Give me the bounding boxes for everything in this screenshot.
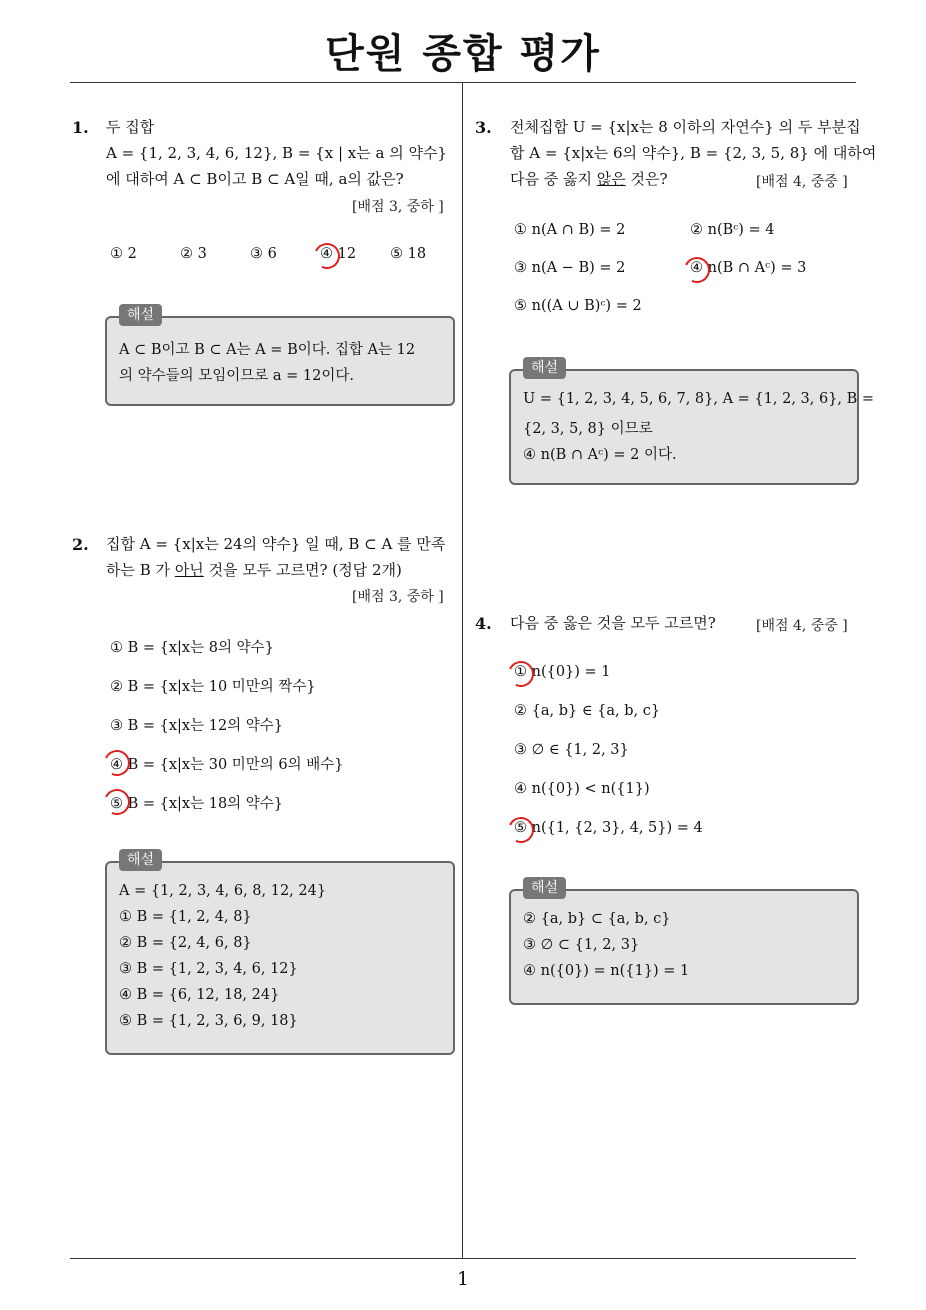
score-label: [배점 3, 중하 ] — [352, 199, 444, 215]
explanation-box — [105, 861, 455, 1055]
answer-circle-icon — [100, 746, 133, 779]
question-line — [106, 559, 402, 580]
explanation-line: A = {1, 2, 3, 4, 6, 8, 12, 24} — [119, 883, 327, 899]
choice-3[interactable]: ③ B = {x|x는 12의 약수} — [110, 718, 284, 734]
underlined-text: 아닌 — [174, 561, 204, 579]
choice-5[interactable]: ⑤ B = {x|x는 18의 약수} — [110, 796, 284, 812]
question-number: 2. — [72, 535, 89, 554]
explanation-line: ③ B = {1, 2, 3, 4, 6, 12} — [119, 961, 298, 977]
explanation-tag: 해설 — [119, 849, 162, 871]
question-text: 것은? — [625, 170, 668, 188]
question-line: 에 대하여 A ⊂ B이고 B ⊂ A일 때, a의 값은? — [106, 170, 404, 188]
page-number: 1 — [456, 1268, 470, 1290]
question-line: 두 집합 — [106, 118, 155, 136]
question-line: 집합 A = {x|x는 24의 약수} 일 때, B ⊂ A 를 만족 — [106, 535, 446, 553]
answer-circle-icon — [504, 813, 537, 846]
choice-4[interactable]: ④ B = {x|x는 30 미만의 6의 배수} — [110, 757, 344, 773]
question-number: 1. — [72, 118, 89, 137]
explanation-tag: 해설 — [523, 877, 566, 899]
choice-1[interactable]: ① n({0}) = 1 — [514, 664, 611, 680]
choice-5[interactable]: ⑤ n({1, {2, 3}, 4, 5}) = 4 — [514, 820, 703, 836]
question-number: 3. — [475, 118, 492, 137]
explanation-line: ④ n(B ∩ Aᶜ) = 2 이다. — [523, 447, 677, 463]
choice-3[interactable]: ③ n(A − B) = 2 — [514, 260, 626, 276]
explanation-line: A ⊂ B이고 B ⊂ A는 A = B이다. 집합 A는 12 — [119, 342, 416, 358]
choice-5[interactable]: ⑤ n((A ∪ B)ᶜ) = 2 — [514, 298, 642, 314]
choice-3[interactable]: ③ ∅ ∈ {1, 2, 3} — [514, 742, 629, 758]
underlined-text: 않은 — [596, 170, 626, 188]
question-line: 전체집합 U = {x|x는 8 이하의 자연수} 의 두 부분집 — [510, 118, 861, 136]
choice-1[interactable]: ① 2 — [110, 246, 137, 262]
score-label: [배점 4, 중중 ] — [756, 174, 848, 190]
choice-1[interactable]: ① n(A ∩ B) = 2 — [514, 222, 626, 238]
answer-circle-icon — [310, 239, 343, 272]
question-text: 하는 B 가 — [106, 561, 175, 579]
choice-2[interactable]: ② 3 — [180, 246, 207, 262]
explanation-line: ② B = {2, 4, 6, 8} — [119, 935, 252, 951]
answer-circle-icon — [100, 785, 133, 818]
explanation-box — [105, 316, 455, 406]
page-title: 단원 종합 평가 — [325, 31, 601, 77]
question-line: A = {1, 2, 3, 4, 6, 12}, B = {x | x는 a 의 약수} — [106, 144, 447, 162]
question-line: 합 A = {x|x는 6의 약수}, B = {2, 3, 5, 8} 에 대하여 — [510, 144, 877, 162]
explanation-line: ① B = {1, 2, 4, 8} — [119, 909, 252, 925]
explanation-box — [509, 369, 875, 485]
explanation-line: ③ ∅ ⊂ {1, 2, 3} — [523, 937, 640, 953]
score-label: [배점 3, 중하 ] — [352, 589, 444, 605]
question-line: 다음 중 옳은 것을 모두 고르면? — [510, 614, 716, 632]
explanation-line: ④ n({0}) = n({1}) = 1 — [523, 963, 690, 979]
question-line — [510, 168, 668, 189]
bottom-rule — [70, 1258, 856, 1259]
choice-5[interactable]: ⑤ 18 — [390, 246, 427, 262]
explanation-line: U = {1, 2, 3, 4, 5, 6, 7, 8}, A = {1, 2, 3, 6}, B = — [523, 391, 875, 407]
choice-2[interactable]: ② {a, b} ∈ {a, b, c} — [514, 703, 661, 719]
choice-4[interactable]: ④ n({0}) < n({1}) — [514, 781, 650, 797]
score-label: [배점 4, 중중 ] — [756, 618, 848, 634]
choice-2[interactable]: ② B = {x|x는 10 미만의 짝수} — [110, 679, 316, 695]
explanation-line: ⑤ B = {1, 2, 3, 6, 9, 18} — [119, 1013, 298, 1029]
question-number: 4. — [475, 614, 492, 633]
explanation-line: {2, 3, 5, 8} 이므로 — [523, 421, 653, 437]
top-rule — [70, 82, 856, 83]
explanation-box — [509, 889, 859, 1005]
explanation-line: ② {a, b} ⊂ {a, b, c} — [523, 911, 671, 927]
explanation-tag: 해설 — [119, 304, 162, 326]
choice-4[interactable]: ④ n(B ∩ Aᶜ) = 3 — [690, 260, 807, 276]
choice-1[interactable]: ① B = {x|x는 8의 약수} — [110, 640, 274, 656]
column-divider — [462, 83, 463, 1259]
answer-circle-icon — [680, 253, 713, 286]
explanation-line: ④ B = {6, 12, 18, 24} — [119, 987, 280, 1003]
choice-2[interactable]: ② n(Bᶜ) = 4 — [690, 222, 775, 238]
question-text: 것을 모두 고르면? (정답 2개) — [203, 561, 402, 579]
choice-4[interactable]: ④ 12 — [320, 246, 357, 262]
question-text: 다음 중 옳지 — [510, 170, 597, 188]
choice-3[interactable]: ③ 6 — [250, 246, 277, 262]
explanation-line: 의 약수들의 모임이므로 a = 12이다. — [119, 368, 354, 384]
explanation-tag: 해설 — [523, 357, 566, 379]
answer-circle-icon — [504, 657, 537, 690]
